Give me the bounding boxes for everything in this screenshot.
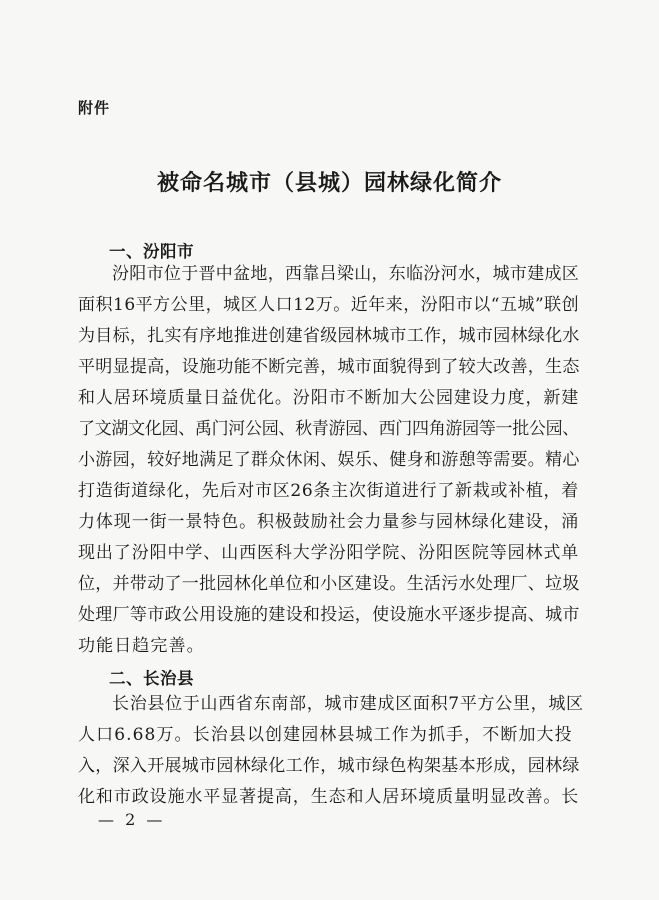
paragraph-line: 处理厂等市政公用设施的建设和投运，使设施水平逐步提高、城市 — [78, 605, 580, 625]
section-heading-changzhi: 二、长治县 — [109, 669, 194, 688]
paragraph-line: 汾阳市位于晋中盆地，西靠吕梁山，东临汾河水，城市建成区 — [112, 264, 580, 284]
paragraph-line: 现出了汾阳中学、山西医科大学汾阳学院、汾阳医院等园林式单 — [78, 543, 580, 563]
paragraph-line: 入，深入开展城市园林绿化工作，城市绿色构架基本形成，园林绿 — [78, 756, 580, 776]
paragraph-line: 了文湖文化园、禹门河公园、秋青游园、西门四角游园等一批公园、 — [78, 419, 579, 439]
paragraph-line: 人口6.68万。长治县以创建园林县城工作为抓手，不断加大投 — [78, 725, 573, 745]
paragraph-line: 和人居环境质量日益优化。汾阳市不断加大公园建设力度，新建 — [78, 388, 580, 408]
paragraph-line: 化和市政设施水平显著提高，生态和人居环境质量明显改善。长 — [78, 787, 580, 807]
section-heading-fenyang: 一、汾阳市 — [109, 242, 194, 261]
paragraph-line: 为目标，扎实有序地推进创建省级园林城市工作，城市园林绿化水 — [78, 326, 580, 346]
paragraph-line: 平明显提高，设施功能不断完善，城市面貌得到了较大改善，生态 — [78, 357, 580, 377]
paragraph-line: 打造街道绿化，先后对市区26条主次街道进行了新栽或补植，着 — [78, 481, 579, 501]
attachment-label: 附件 — [78, 99, 111, 117]
document-title: 被命名城市（县城）园林绿化简介 — [156, 170, 502, 196]
paragraph-line: 小游园，较好地满足了群众休闲、娱乐、健身和游憩等需要。精心 — [78, 450, 580, 470]
paragraph-line: 力体现一街一景特色。积极鼓励社会力量参与园林绿化建设，涌 — [78, 512, 580, 532]
paragraph-line: 位，并带动了一批园林化单位和小区建设。生活污水处理厂、垃圾 — [78, 574, 580, 594]
paragraph-line: 功能日趋完善。 — [78, 636, 205, 656]
paragraph-line: 面积16平方公里，城区人口12万。近年来，汾阳市以“五城”联创 — [78, 295, 580, 315]
paragraph-line: 长治县位于山西省东南部，城市建成区面积7平方公里，城区 — [112, 694, 584, 714]
page-number: — 2 — — [98, 810, 166, 829]
